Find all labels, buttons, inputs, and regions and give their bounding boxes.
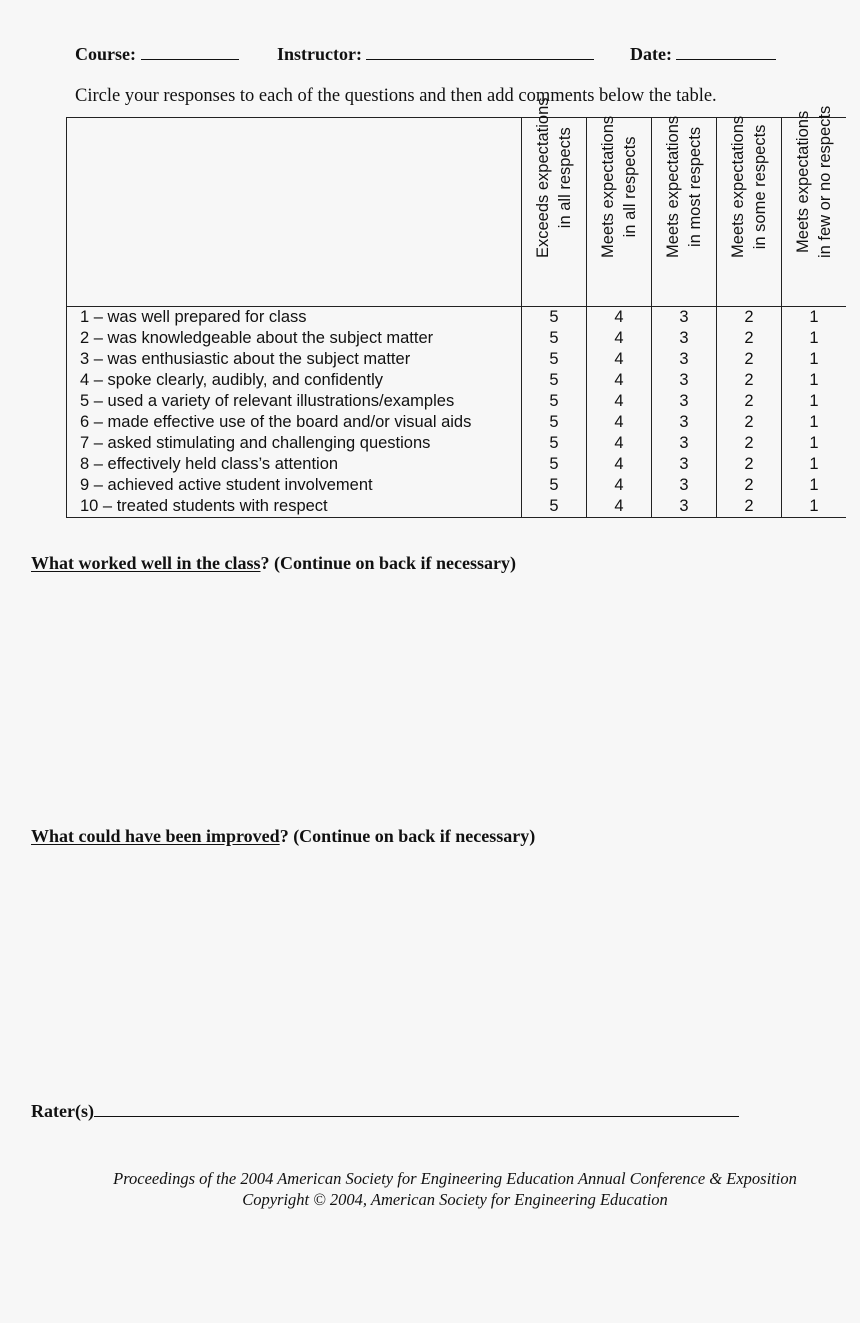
column-header-line: Meets expectations [664,115,682,258]
rating-option[interactable]: 4 [587,328,652,349]
question-cell: 1 – was well prepared for class [67,307,522,329]
rating-option[interactable]: 1 [782,370,847,391]
rating-option[interactable]: 5 [522,412,587,433]
improved-note: ? (Continue on back if necessary) [279,826,536,846]
rating-option[interactable]: 2 [717,496,782,518]
rating-option[interactable]: 5 [522,328,587,349]
rating-option[interactable]: 1 [782,349,847,370]
rating-option[interactable]: 5 [522,433,587,454]
rater-blank[interactable] [94,1098,739,1117]
rating-option[interactable]: 1 [782,307,847,329]
rating-option[interactable]: 4 [587,412,652,433]
rating-option[interactable]: 2 [717,370,782,391]
date-blank[interactable] [676,42,776,60]
table-row [67,496,847,518]
rating-option[interactable]: 2 [717,412,782,433]
rating-option[interactable]: 3 [652,349,717,370]
rating-option[interactable]: 4 [587,433,652,454]
table-row [67,370,847,391]
worked-well-heading [31,553,516,574]
column-header-meets-all [587,115,652,307]
table-row [67,328,847,349]
rating-option[interactable]: 4 [587,454,652,475]
question-cell: 10 – treated students with respect [67,496,522,518]
table-row [67,349,847,370]
question-cell: 8 – effectively held class’s attention [67,454,522,475]
rating-option[interactable]: 3 [652,307,717,329]
improved-underlined: What could have been improved [31,826,280,846]
rating-option[interactable]: 5 [522,307,587,329]
instructor-blank[interactable] [366,42,594,60]
column-header-line: in most respects [686,126,704,247]
rating-option[interactable]: 3 [652,475,717,496]
ratings-table [66,97,846,518]
worked-well-note: ? (Continue on back if necessary) [260,553,516,573]
column-header-line: in all respects [556,127,574,229]
table-row [67,412,847,433]
column-header-line: in some respects [751,124,769,250]
rating-option[interactable]: 5 [522,454,587,475]
column-header-line: Meets expectations [599,115,617,258]
rating-option[interactable]: 3 [652,370,717,391]
column-header-line: Meets expectations [794,110,812,253]
rating-option[interactable]: 1 [782,475,847,496]
table-row [67,454,847,475]
rating-option[interactable]: 1 [782,328,847,349]
course-label: Course: [75,44,136,64]
rating-option[interactable]: 2 [717,349,782,370]
rater-label: Rater(s) [31,1101,94,1121]
table-row [67,475,847,496]
rating-option[interactable]: 5 [522,370,587,391]
rating-option[interactable]: 1 [782,433,847,454]
column-header-meets-some [717,115,782,307]
instructions-text: Circle your responses to each of the questions and then add comments below the table. [75,86,717,106]
rating-option[interactable]: 3 [652,328,717,349]
course-field [75,42,239,65]
table-row [67,391,847,412]
rating-option[interactable]: 3 [652,391,717,412]
rating-option[interactable]: 4 [587,496,652,518]
date-label: Date: [630,44,672,64]
rating-option[interactable]: 4 [587,391,652,412]
rating-option[interactable]: 4 [587,349,652,370]
rating-option[interactable]: 1 [782,454,847,475]
rating-option[interactable]: 1 [782,412,847,433]
column-header-line: Meets expectations [729,115,747,258]
rating-option[interactable]: 2 [717,307,782,329]
question-cell: 2 – was knowledgeable about the subject matter [67,328,522,349]
rating-option[interactable]: 3 [652,454,717,475]
rating-option[interactable]: 3 [652,412,717,433]
rating-option[interactable]: 2 [717,454,782,475]
question-cell: 5 – used a variety of relevant illustrations/examples [67,391,522,412]
improved-heading [31,826,535,847]
worked-well-underlined: What worked well in the class [31,553,261,573]
rating-option[interactable]: 2 [717,328,782,349]
column-header-line: in few or no respects [816,105,834,258]
question-cell: 4 – spoke clearly, audibly, and confidently [67,370,522,391]
rating-option[interactable]: 1 [782,391,847,412]
date-field [630,42,776,65]
rating-option[interactable]: 5 [522,475,587,496]
rating-option[interactable]: 3 [652,496,717,518]
instructor-field [277,42,594,65]
rating-option[interactable]: 2 [717,475,782,496]
column-header-line: in all respects [621,136,639,238]
rating-option[interactable]: 4 [587,370,652,391]
column-header-meets-most [652,115,717,307]
table-row [67,433,847,454]
rating-option[interactable]: 2 [717,391,782,412]
instructor-label: Instructor: [277,44,362,64]
table-header-row [67,118,847,307]
rating-option[interactable]: 5 [522,349,587,370]
rating-option[interactable]: 3 [652,433,717,454]
column-header-line: Exceeds expectations [534,97,552,258]
question-cell: 7 – asked stimulating and challenging questions [67,433,522,454]
rating-option[interactable]: 2 [717,433,782,454]
rater-field [31,1098,739,1122]
question-cell: 9 – achieved active student involvement [67,475,522,496]
footer-copyright: Copyright © 2004, American Society for Engineering Education [242,1190,668,1209]
question-cell: 6 – made effective use of the board and/or visual aids [67,412,522,433]
column-header-exceeds-all [522,97,587,307]
question-cell: 3 – was enthusiastic about the subject matter [67,349,522,370]
footer-proceedings: Proceedings of the 2004 American Society for Engineering Education Annual Conference & Exposition [113,1169,797,1188]
rating-option[interactable]: 1 [782,496,847,518]
rating-option[interactable]: 5 [522,496,587,518]
rating-option[interactable]: 5 [522,391,587,412]
footer [0,1168,860,1210]
question-column-header [67,118,522,307]
rating-option[interactable]: 4 [587,307,652,329]
rating-option[interactable]: 4 [587,475,652,496]
course-blank[interactable] [141,42,239,60]
table-row [67,307,847,329]
column-header-meets-few [782,105,847,307]
